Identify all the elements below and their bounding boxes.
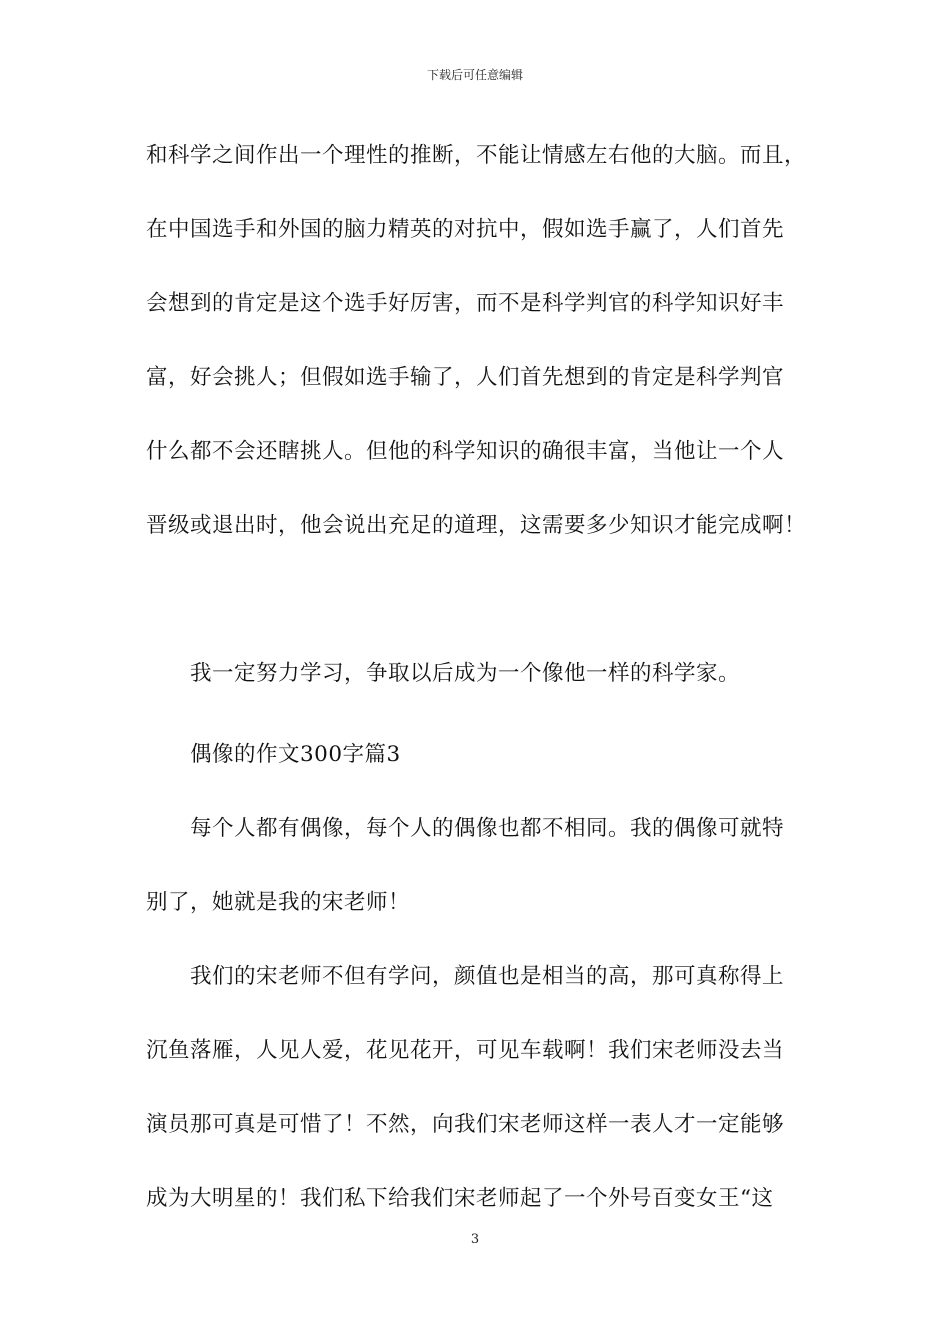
body-text-line: 和科学之间作出一个理性的推断，不能让情感左右他的大脑。而且， xyxy=(146,143,807,168)
section-heading: 偶像的作文300字篇3 xyxy=(190,742,401,767)
body-text-line: 别了，她就是我的宋老师！ xyxy=(146,890,411,915)
body-text-line: 演员那可真是可惜了！不然，向我们宋老师这样一表人才一定能够 xyxy=(146,1112,785,1137)
page-number: 3 xyxy=(470,1232,480,1247)
body-text-line: 富，好会挑人；但假如选手输了，人们首先想到的肯定是科学判官 xyxy=(146,365,785,390)
paragraph-line: 我一定努力学习，争取以后成为一个像他一样的科学家。 xyxy=(190,661,741,686)
body-text-line: 会想到的肯定是这个选手好厉害，而不是科学判官的科学知识好丰 xyxy=(146,291,785,316)
body-text-line: 沉鱼落雁，人见人爱，花见花开，可见车载啊！我们宋老师没去当 xyxy=(146,1038,785,1063)
paragraph-line: 每个人都有偶像，每个人的偶像也都不相同。我的偶像可就特 xyxy=(190,816,785,841)
body-text-line: 成为大明星的！我们私下给我们宋老师起了一个外号百变女王“这 xyxy=(146,1186,774,1211)
page-header: 下载后可任意编辑 xyxy=(426,68,523,82)
body-text-line: 什么都不会还瞎挑人。但他的科学知识的确很丰富，当他让一个人 xyxy=(146,439,785,464)
body-text-line: 在中国选手和外国的脑力精英的对抗中，假如选手赢了，人们首先 xyxy=(146,217,785,242)
paragraph-line: 我们的宋老师不但有学问，颜值也是相当的高，那可真称得上 xyxy=(190,964,785,989)
body-text-line: 晋级或退出时，他会说出充足的道理，这需要多少知识才能完成啊！ xyxy=(146,513,807,538)
